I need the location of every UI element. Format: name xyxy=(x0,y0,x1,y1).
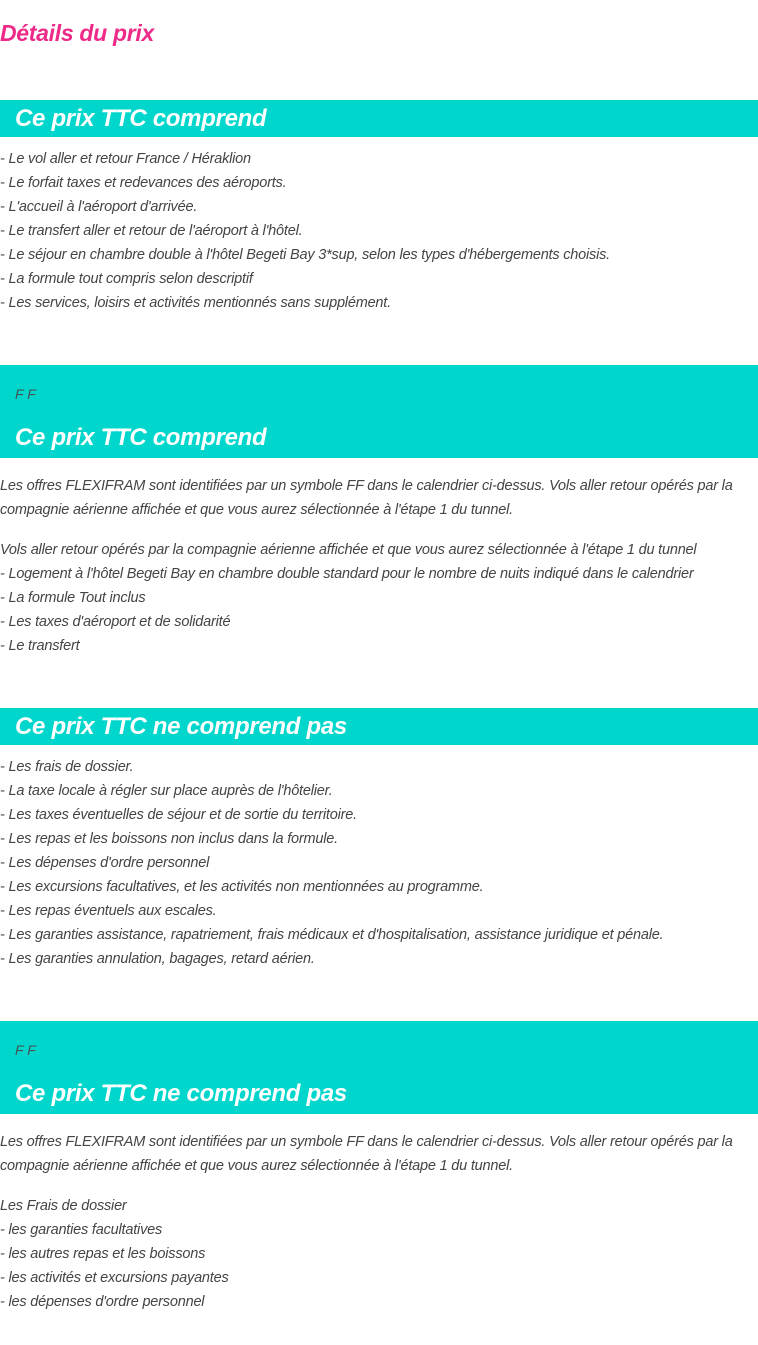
section-flexifram-included-title: Ce prix TTC comprend xyxy=(15,424,267,451)
section-flexifram-included-header xyxy=(0,365,758,458)
list-item: - Les excursions facultatives, et les activités non mentionnées au programme. xyxy=(0,879,484,895)
list-item: - Les repas éventuels aux escales. xyxy=(0,903,217,919)
list-item: - Les services, loisirs et activités mentionnés sans supplément. xyxy=(0,295,391,311)
list-item: - Les dépenses d'ordre personnel xyxy=(0,855,210,871)
list-item: - les activités et excursions payantes xyxy=(0,1270,229,1286)
list-item: - Le transfert xyxy=(0,638,80,654)
list-item: - Les taxes éventuelles de séjour et de sortie du territoire. xyxy=(0,807,357,823)
list-item: - Le séjour en chambre double à l'hôtel Begeti Bay 3*sup, selon les types d'hébergements choisis. xyxy=(0,247,611,263)
list-item: - Les garanties assistance, rapatriement, frais médicaux et d'hospitalisation, assistance juridique et pénale. xyxy=(0,927,664,943)
list-item: - La formule Tout inclus xyxy=(0,590,146,606)
page-title: Détails du prix xyxy=(0,20,154,46)
section-excluded-header xyxy=(0,708,758,745)
section-flexifram-included-list xyxy=(0,538,758,658)
flexifram-intro: Les offres FLEXIFRAM sont identifiées par un symbole FF dans le calendrier ci-dessus. Vols aller retour opérés par la compagnie aérienne affichée et que vous aurez sélectionnée à l'étape 1 du tunnel. xyxy=(0,1134,733,1174)
list-item: - les autres repas et les boissons xyxy=(0,1246,206,1262)
list-item: - La taxe locale à régler sur place auprès de l'hôtelier. xyxy=(0,783,333,799)
section-flexifram-excluded-title: Ce prix TTC ne comprend pas xyxy=(15,1080,347,1107)
section-excluded-title: Ce prix TTC ne comprend pas xyxy=(15,713,347,740)
flexifram-intro: Les offres FLEXIFRAM sont identifiées par un symbole FF dans le calendrier ci-dessus. Vols aller retour opérés par la compagnie aérienne affichée et que vous aurez sélectionnée à l'étape 1 du tunnel. xyxy=(0,478,733,518)
list-item: - L'accueil à l'aéroport d'arrivée. xyxy=(0,199,198,215)
section-excluded-list xyxy=(0,755,758,971)
list-item: - Les taxes d'aéroport et de solidarité xyxy=(0,614,231,630)
list-item: Les Frais de dossier xyxy=(0,1198,127,1214)
section-flexifram-excluded-list xyxy=(0,1194,758,1314)
list-item: - La formule tout compris selon descriptif xyxy=(0,271,253,287)
section-included-list xyxy=(0,147,758,315)
section-flexifram-excluded-header xyxy=(0,1021,758,1114)
list-item: - Les frais de dossier. xyxy=(0,759,134,775)
section-included-header xyxy=(0,100,758,137)
list-item: - Le vol aller et retour France / Héraklion xyxy=(0,151,251,167)
list-item: - Les repas et les boissons non inclus dans la formule. xyxy=(0,831,338,847)
list-item: - Le transfert aller et retour de l'aéroport à l'hôtel. xyxy=(0,223,303,239)
ff-tag: F F xyxy=(15,1042,36,1058)
list-item: - Le forfait taxes et redevances des aéroports. xyxy=(0,175,287,191)
list-item: Vols aller retour opérés par la compagnie aérienne affichée et que vous aurez sélectionnée à l'étape 1 du tunnel xyxy=(0,542,697,558)
ff-tag: F F xyxy=(15,386,36,402)
list-item: - les dépenses d'ordre personnel xyxy=(0,1294,205,1310)
list-item: - Logement à l'hôtel Begeti Bay en chambre double standard pour le nombre de nuits indiqué dans le calendrier xyxy=(0,566,694,582)
list-item: - les garanties facultatives xyxy=(0,1222,163,1238)
section-included-title: Ce prix TTC comprend xyxy=(15,105,267,132)
list-item: - Les garanties annulation, bagages, retard aérien. xyxy=(0,951,315,967)
